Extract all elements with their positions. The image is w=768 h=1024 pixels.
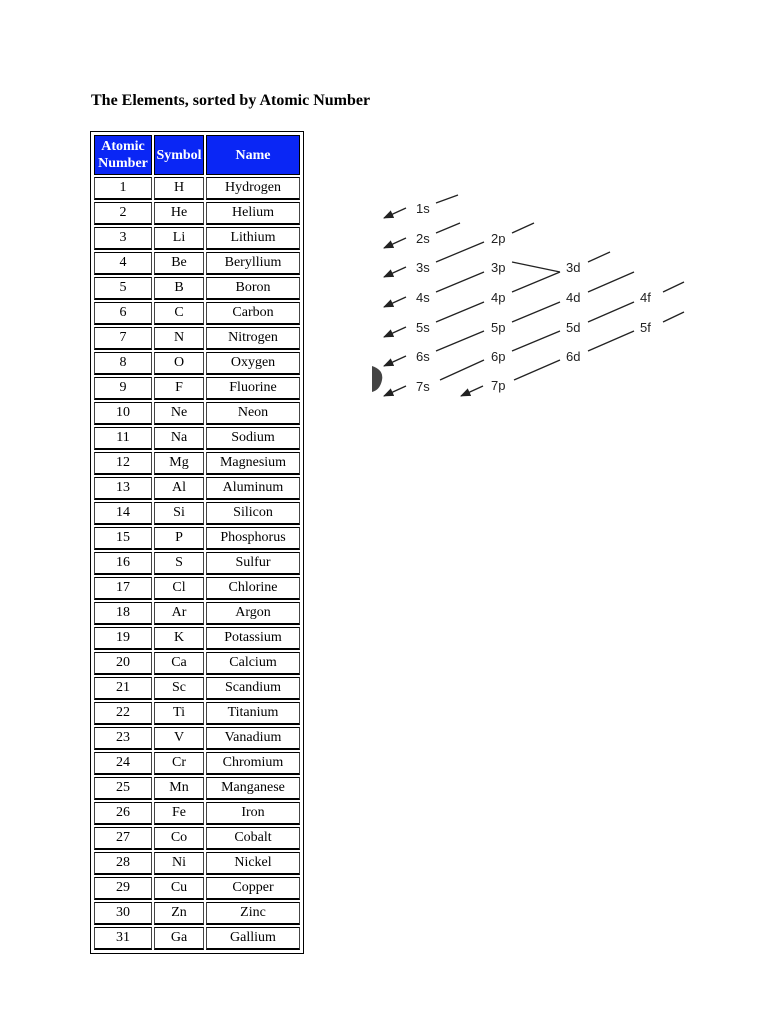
table-row — [94, 627, 300, 650]
name-cell: Nitrogen — [206, 327, 300, 350]
symbol-cell: Ca — [154, 652, 204, 675]
table-row — [94, 227, 300, 250]
symbol-cell: Ni — [154, 852, 204, 875]
atomic-number-cell: 28 — [94, 852, 152, 875]
table-row — [94, 602, 300, 625]
table-row — [94, 377, 300, 400]
table-row — [94, 302, 300, 325]
atomic-number-cell: 12 — [94, 452, 152, 475]
table-row — [94, 652, 300, 675]
symbol-cell: S — [154, 552, 204, 575]
name-cell: Vanadium — [206, 727, 300, 750]
symbol-cell: Al — [154, 477, 204, 500]
filling-arrow — [384, 297, 406, 307]
symbol-cell: Ga — [154, 927, 204, 950]
symbol-cell: V — [154, 727, 204, 750]
name-cell: Titanium — [206, 702, 300, 725]
name-cell: Helium — [206, 202, 300, 225]
orbital-label-1s: 1s — [416, 201, 430, 216]
table-row — [94, 402, 300, 425]
table-row — [94, 352, 300, 375]
table-row — [94, 477, 300, 500]
atomic-number-cell: 21 — [94, 677, 152, 700]
name-cell: Magnesium — [206, 452, 300, 475]
table-row — [94, 877, 300, 900]
table-row — [94, 727, 300, 750]
table-row — [94, 702, 300, 725]
atomic-number-cell: 29 — [94, 877, 152, 900]
name-cell: Phosphorus — [206, 527, 300, 550]
name-cell: Aluminum — [206, 477, 300, 500]
symbol-cell: Ne — [154, 402, 204, 425]
name-cell: Boron — [206, 277, 300, 300]
filling-arrow — [384, 386, 406, 396]
atomic-number-cell: 9 — [94, 377, 152, 400]
atomic-number-cell: 13 — [94, 477, 152, 500]
connector-line — [512, 302, 560, 322]
atomic-number-cell: 2 — [94, 202, 152, 225]
connector-line — [663, 282, 684, 292]
name-cell: Potassium — [206, 627, 300, 650]
orbital-label-7s: 7s — [416, 379, 430, 394]
orbital-label-6s: 6s — [416, 349, 430, 364]
connector-line — [588, 331, 634, 351]
name-cell: Hydrogen — [206, 177, 300, 200]
table-row — [94, 677, 300, 700]
name-cell: Sodium — [206, 427, 300, 450]
name-cell: Neon — [206, 402, 300, 425]
symbol-cell: Cr — [154, 752, 204, 775]
table-row — [94, 852, 300, 875]
symbol-cell: Mn — [154, 777, 204, 800]
orbital-label-6d: 6d — [566, 349, 581, 364]
table-row — [94, 577, 300, 600]
table-row — [94, 827, 300, 850]
atomic-number-cell: 18 — [94, 602, 152, 625]
name-cell: Fluorine — [206, 377, 300, 400]
symbol-cell: Mg — [154, 452, 204, 475]
table-header-row — [94, 135, 300, 175]
connector-line — [436, 195, 458, 203]
filling-arrow — [384, 327, 406, 337]
filling-arrow — [384, 208, 406, 218]
atomic-number-cell: 26 — [94, 802, 152, 825]
table-row — [94, 552, 300, 575]
atomic-number-cell: 16 — [94, 552, 152, 575]
name-cell: Carbon — [206, 302, 300, 325]
connector-line — [512, 331, 560, 351]
symbol-cell: He — [154, 202, 204, 225]
connector-line — [436, 272, 484, 292]
connector-line — [440, 360, 484, 380]
orbital-label-6p: 6p — [491, 349, 506, 364]
atomic-number-cell: 1 — [94, 177, 152, 200]
header-atomic-label: Atomic — [101, 139, 145, 154]
cropped-graphic — [372, 366, 382, 392]
table-row — [94, 752, 300, 775]
atomic-number-cell: 8 — [94, 352, 152, 375]
connector-line — [663, 312, 684, 322]
orbital-label-2p: 2p — [491, 231, 506, 246]
header-symbol: Symbol — [154, 135, 204, 175]
table-row — [94, 252, 300, 275]
elements-table — [92, 133, 302, 952]
connector-line — [512, 223, 534, 233]
name-cell: Chromium — [206, 752, 300, 775]
atomic-number-cell: 6 — [94, 302, 152, 325]
table-row — [94, 427, 300, 450]
atomic-number-cell: 25 — [94, 777, 152, 800]
filling-arrow — [461, 386, 483, 396]
table-row — [94, 277, 300, 300]
table-row — [94, 902, 300, 925]
atomic-number-cell: 14 — [94, 502, 152, 525]
orbital-label-4f: 4f — [640, 290, 651, 305]
table-row — [94, 502, 300, 525]
name-cell: Chlorine — [206, 577, 300, 600]
orbital-label-5d: 5d — [566, 320, 581, 335]
page-title: The Elements, sorted by Atomic Number — [91, 92, 371, 109]
table-row — [94, 452, 300, 475]
name-cell: Lithium — [206, 227, 300, 250]
atomic-number-cell: 27 — [94, 827, 152, 850]
connector-line — [436, 242, 484, 262]
name-cell: Argon — [206, 602, 300, 625]
name-cell: Iron — [206, 802, 300, 825]
symbol-cell: O — [154, 352, 204, 375]
atomic-number-cell: 30 — [94, 902, 152, 925]
atomic-number-cell: 3 — [94, 227, 152, 250]
symbol-cell: B — [154, 277, 204, 300]
symbol-cell: Ar — [154, 602, 204, 625]
symbol-cell: Fe — [154, 802, 204, 825]
filling-arrow — [384, 238, 406, 248]
orbital-label-7p: 7p — [491, 378, 506, 393]
table-row — [94, 327, 300, 350]
connector-line — [512, 262, 560, 272]
orbital-label-4s: 4s — [416, 290, 430, 305]
table-row — [94, 527, 300, 550]
atomic-number-cell: 19 — [94, 627, 152, 650]
symbol-cell: C — [154, 302, 204, 325]
elements-table-frame — [90, 131, 304, 954]
name-cell: Gallium — [206, 927, 300, 950]
symbol-cell: Cu — [154, 877, 204, 900]
atomic-number-cell: 5 — [94, 277, 152, 300]
symbol-cell: Zn — [154, 902, 204, 925]
symbol-cell: Ti — [154, 702, 204, 725]
filling-arrow — [384, 267, 406, 277]
table-row — [94, 927, 300, 950]
name-cell: Copper — [206, 877, 300, 900]
symbol-cell: Li — [154, 227, 204, 250]
table-row — [94, 177, 300, 200]
orbital-label-3p: 3p — [491, 260, 506, 275]
atomic-number-cell: 20 — [94, 652, 152, 675]
atomic-number-cell: 15 — [94, 527, 152, 550]
symbol-cell: H — [154, 177, 204, 200]
name-cell: Beryllium — [206, 252, 300, 275]
connector-line — [588, 272, 634, 292]
header-atomic-number — [94, 135, 152, 175]
name-cell: Nickel — [206, 852, 300, 875]
symbol-cell: Cl — [154, 577, 204, 600]
header-name: Name — [206, 135, 300, 175]
name-cell: Zinc — [206, 902, 300, 925]
filling-arrow — [384, 356, 406, 366]
atomic-number-cell: 7 — [94, 327, 152, 350]
atomic-number-cell: 11 — [94, 427, 152, 450]
orbital-label-2s: 2s — [416, 231, 430, 246]
connector-line — [588, 252, 610, 262]
name-cell: Sulfur — [206, 552, 300, 575]
atomic-number-cell: 23 — [94, 727, 152, 750]
table-row — [94, 202, 300, 225]
orbital-label-5p: 5p — [491, 320, 506, 335]
orbital-label-3s: 3s — [416, 260, 430, 275]
name-cell: Calcium — [206, 652, 300, 675]
symbol-cell: N — [154, 327, 204, 350]
symbol-cell: Be — [154, 252, 204, 275]
connector-line — [514, 360, 560, 380]
connector-lines — [436, 195, 684, 380]
atomic-number-cell: 22 — [94, 702, 152, 725]
name-cell: Manganese — [206, 777, 300, 800]
connector-line — [436, 331, 484, 351]
connector-line — [436, 223, 460, 233]
atomic-number-cell: 10 — [94, 402, 152, 425]
connector-line — [436, 302, 484, 322]
name-cell: Cobalt — [206, 827, 300, 850]
symbol-cell: K — [154, 627, 204, 650]
aufbau-orbital-diagram — [368, 188, 690, 412]
orbital-label-3d: 3d — [566, 260, 581, 275]
orbital-label-5f: 5f — [640, 320, 651, 335]
orbital-label-5s: 5s — [416, 320, 430, 335]
symbol-cell: Co — [154, 827, 204, 850]
atomic-number-cell: 24 — [94, 752, 152, 775]
table-row — [94, 777, 300, 800]
orbital-labels — [416, 201, 651, 394]
orbital-label-4d: 4d — [566, 290, 581, 305]
symbol-cell: P — [154, 527, 204, 550]
table-row — [94, 802, 300, 825]
atomic-number-cell: 31 — [94, 927, 152, 950]
connector-line — [512, 272, 560, 292]
orbital-label-4p: 4p — [491, 290, 506, 305]
name-cell: Silicon — [206, 502, 300, 525]
atomic-number-cell: 17 — [94, 577, 152, 600]
name-cell: Oxygen — [206, 352, 300, 375]
header-number-label: Number — [98, 156, 148, 171]
name-cell: Scandium — [206, 677, 300, 700]
symbol-cell: Sc — [154, 677, 204, 700]
symbol-cell: Si — [154, 502, 204, 525]
symbol-cell: F — [154, 377, 204, 400]
connector-line — [588, 302, 634, 322]
atomic-number-cell: 4 — [94, 252, 152, 275]
symbol-cell: Na — [154, 427, 204, 450]
